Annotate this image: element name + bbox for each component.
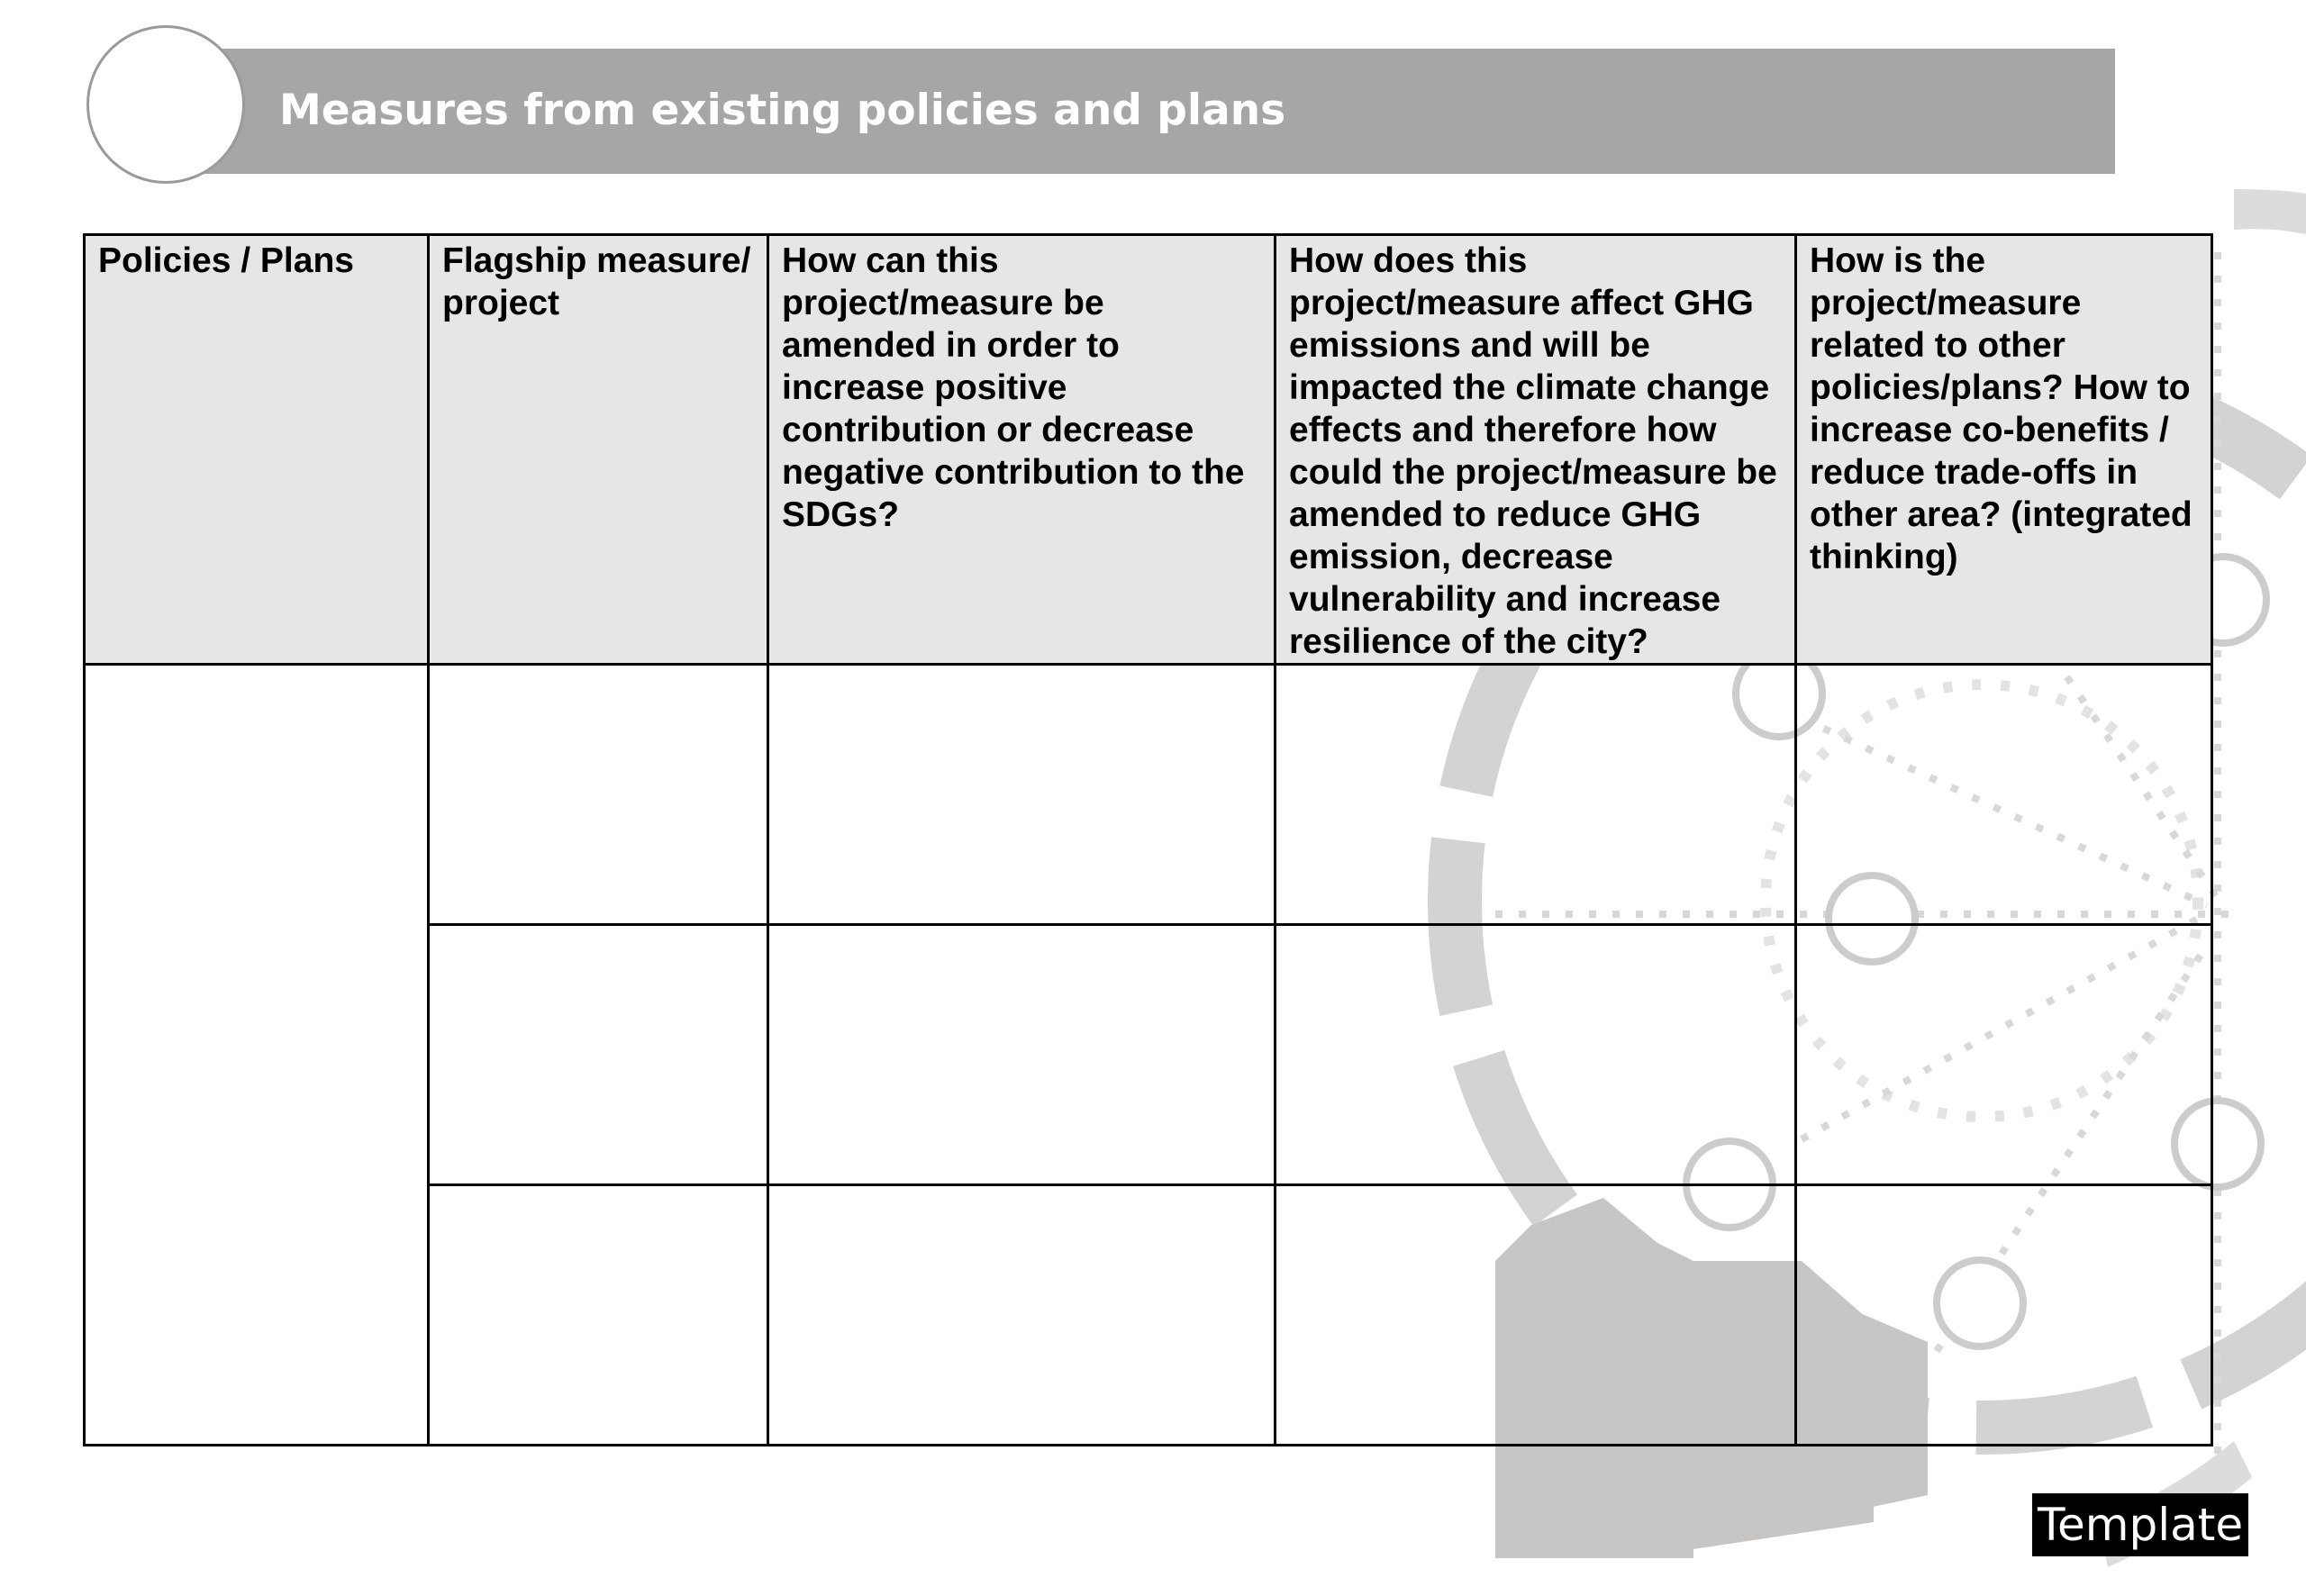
column-header-ghg-impact: How does this project/measure affect GHG emissions and will be impacted the climate change effects and therefore how could the project/measure be amended to reduce GHG emission, decrease vulnerability and increase resilience of the city? [1276, 235, 1796, 665]
table-cell[interactable] [1796, 1185, 2212, 1446]
template-tag: Template [2032, 1493, 2248, 1556]
table-cell[interactable] [1276, 1185, 1796, 1446]
table-cell[interactable] [429, 665, 768, 925]
page-title: Measures from existing policies and plans [279, 86, 1286, 135]
table-cell[interactable] [1796, 665, 2212, 925]
banner-circle-decoration [86, 25, 245, 184]
column-header-integrated-thinking: How is the project/measure related to other policies/plans? How to increase co-benefits / reduce trade-offs in other area? (integrated thinking) [1796, 235, 2212, 665]
table-cell[interactable] [768, 925, 1276, 1185]
table-cell[interactable] [768, 1185, 1276, 1446]
column-header-sdg-amendment: How can this project/measure be amended in order to increase positive contribution or decrease negative contribution to the SDGs? [768, 235, 1276, 665]
column-header-policies-plans: Policies / Plans [85, 235, 429, 665]
table-cell[interactable] [768, 665, 1276, 925]
table-cell[interactable] [1796, 925, 2212, 1185]
table-header-row [85, 235, 2212, 665]
table-cell[interactable] [429, 1185, 768, 1446]
policies-plans-cell[interactable] [85, 665, 429, 1446]
table-cell[interactable] [1276, 925, 1796, 1185]
measures-table [83, 233, 2213, 1446]
table-cell[interactable] [429, 925, 768, 1185]
column-header-flagship-measure: Flagship measure/ project [429, 235, 768, 665]
table-cell[interactable] [1276, 665, 1796, 925]
table-row [85, 665, 2212, 925]
